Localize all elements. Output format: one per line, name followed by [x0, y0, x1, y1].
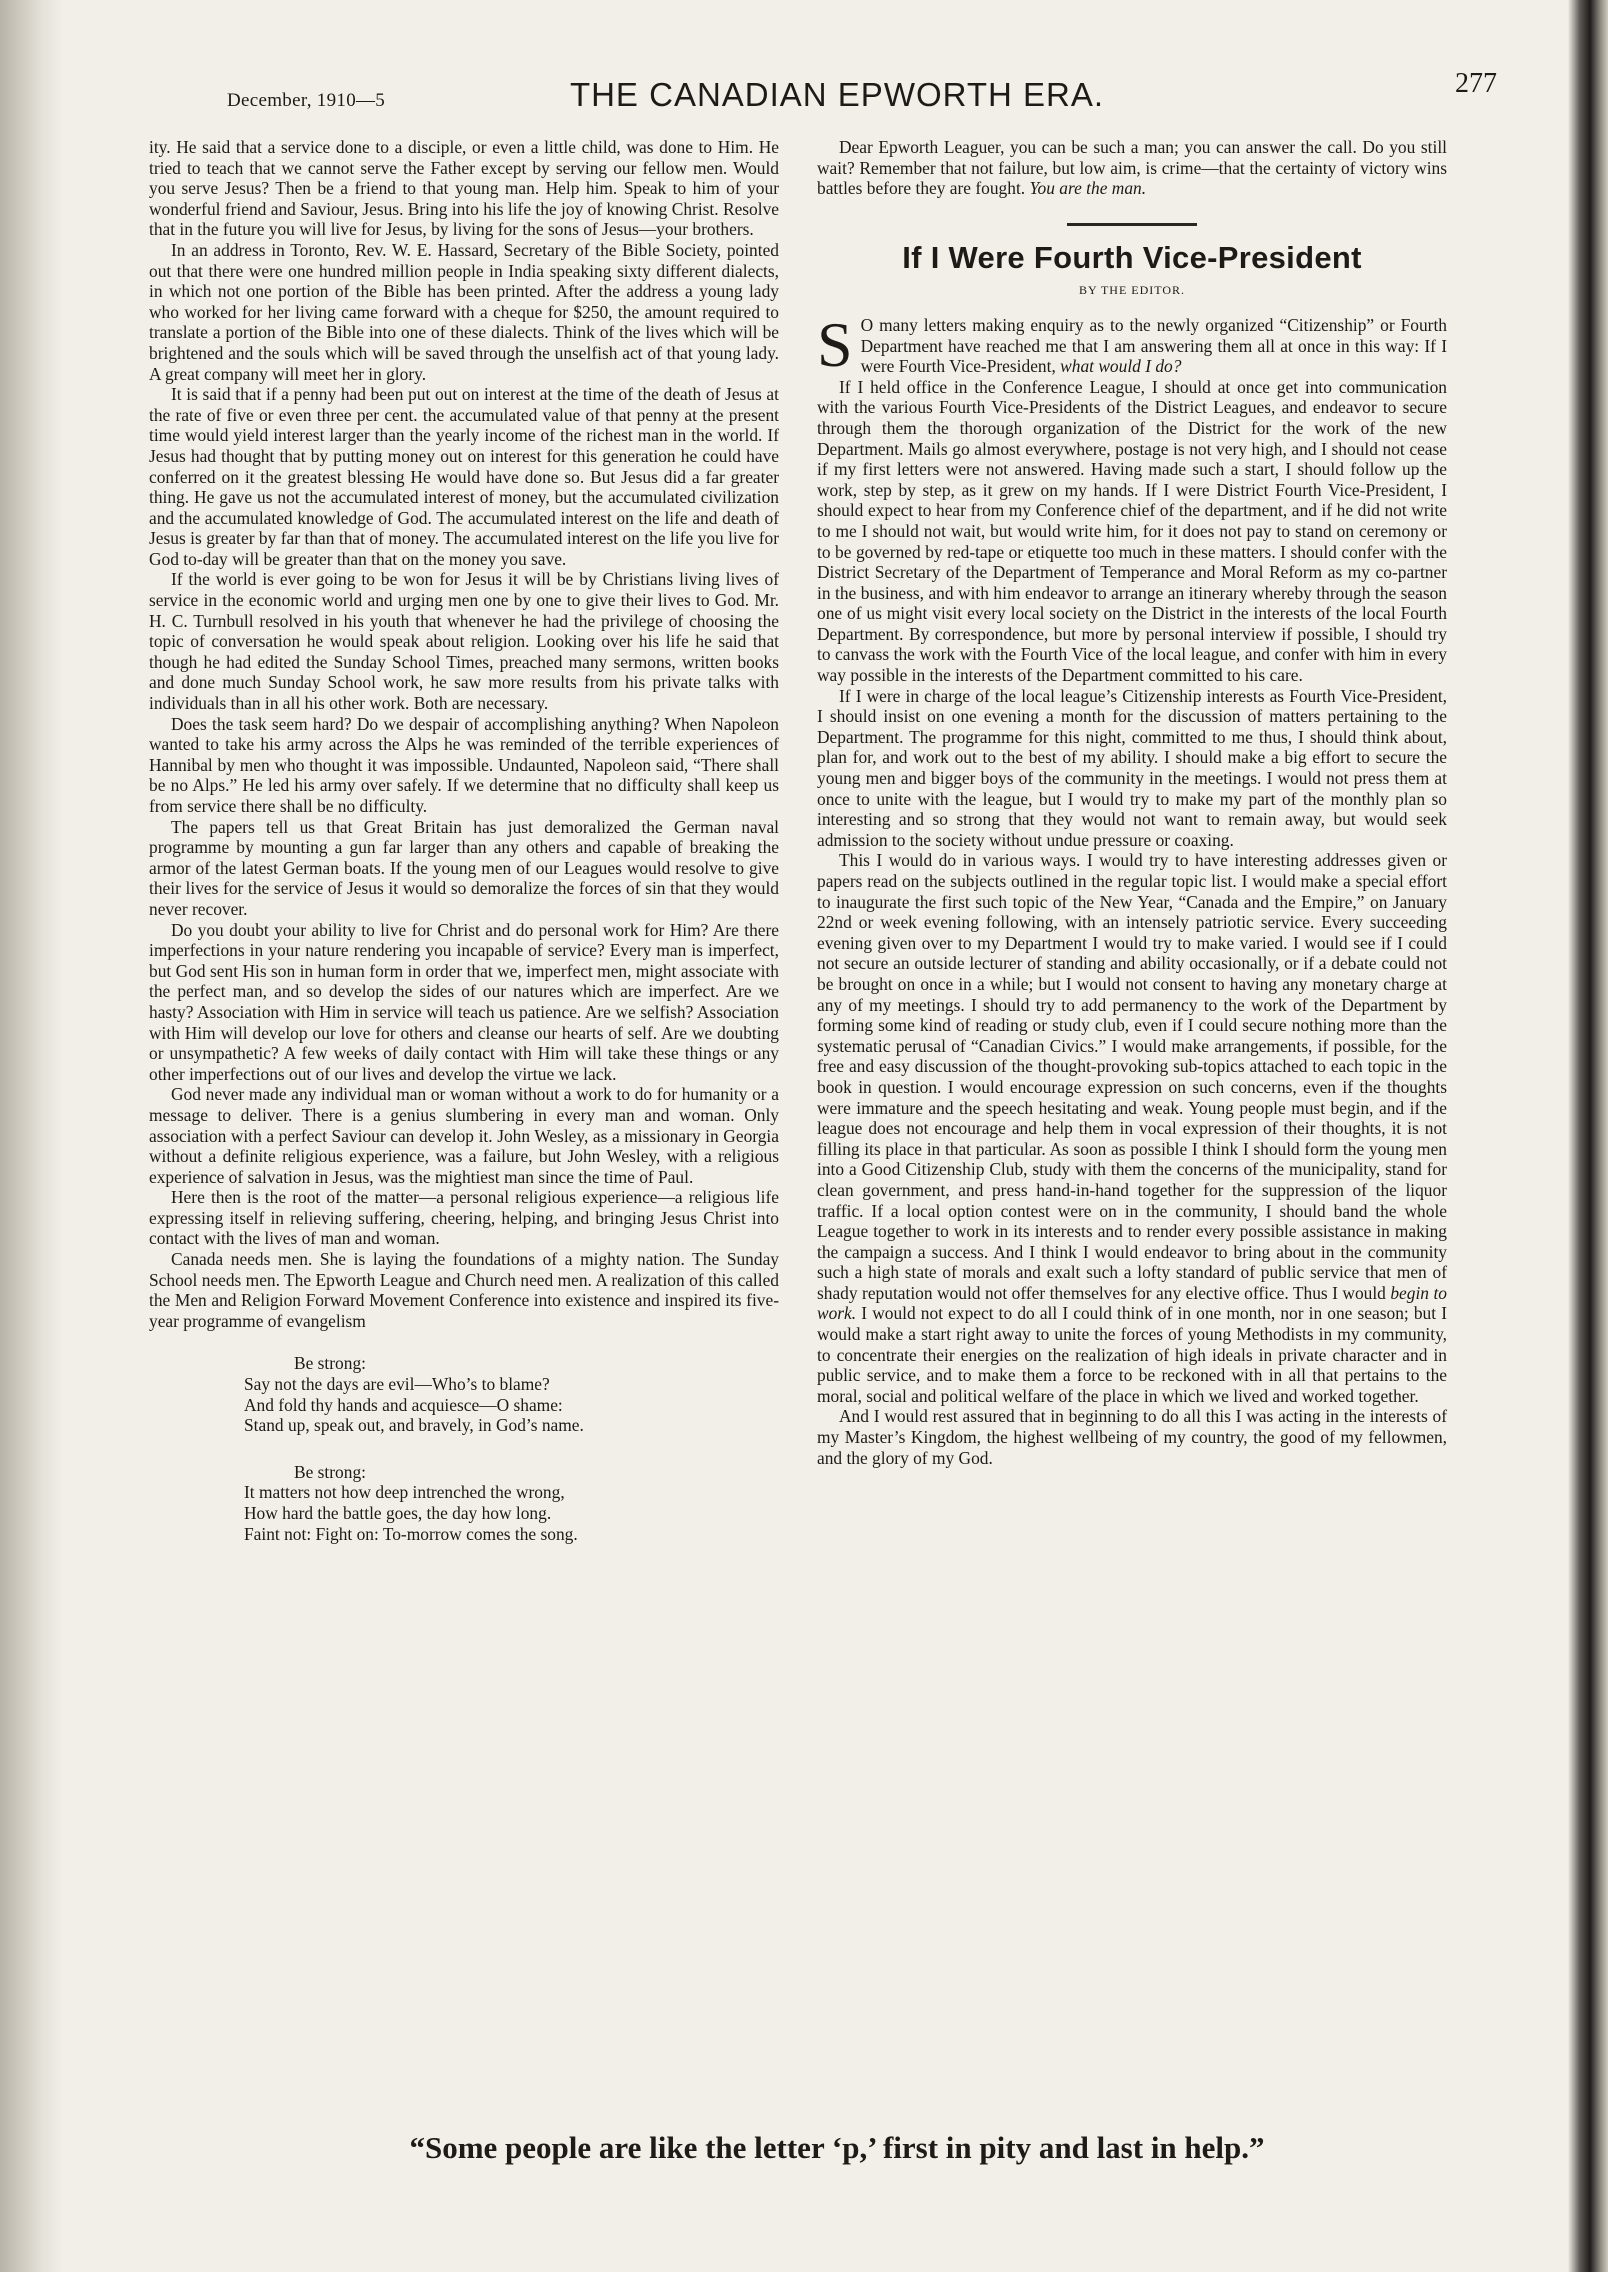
paragraph-text: This I would do in various ways. I would try to have interesting addresses given or papers read on the subjects outlined in the regular topic list. I would make a special effort to inaugurate the first such topic of the New Year, “Canada and the Empire,” on January 22nd or week evening following, with an intensely patriotic service. Every succeeding evening given over to my Department I would try to make varied. I would see if I could not secure an outside lecturer of standing and ability occasionally, or if a debate could not be brought on once in a while; but I would not consent to having any monetary charge at any of my meetings. I should try to add permanency to the work of the Department by forming some kind of reading or study club, even if I could secure nothing more than the systematic perusal of “Canadian Civics.” I would make arrangements, if possible, for the free and easy discussion of the thought-provoking sub-topics attached to each topic in the book in question. I would encourage expression on such concerns, even if the thoughts were immature and the speech hesitating and weak. Young people must begin, and if the league does not encourage and help them in vocal expression of their thoughts, it is not filling its place in that particular. As soon as possible I think I should form the young men into a Good Citizenship Club, study with them the concerns of the municipality, stand for clean government, and press hand-in-hand together for the suppression of the liquor traffic. If a local option contest were on in the community, I should band the whole League together to work in its interests and to render every possible assistance in making the campaign a success. And I think I would endeavor to bring about in the community such a high state of morals and exalt such a lofty standard of public service that men of shady reputation would not offer themselves for any elective office. Thus I would — [817, 850, 1447, 1303]
closing-paragraph: And I would rest assured that in beginning to do all this I was acting in the interests of my Master’s Kingdom, the highest wellbeing of my country, the good of my fellowmen, and the glory of my God. — [817, 1406, 1447, 1468]
paragraph: It is said that if a penny had been put out on interest at the time of the death of Jesus at the rate of five or even three per cent. the accumulated value of that penny at the present time would yield interest larger than the yearly income of the richest man in the world. If Jesus had thought that by putting money out on interest for this generation he could have conferred on it the greatest blessing He would have done so. But Jesus did a far greater thing. He gave us not the accumulated interest of money, but the accumulated civilization and the accumulated knowledge of God. The accumulated interest on the life and death of Jesus is greater by far than that of money. The accumulated interest on the life you live for God to-day will be greater than that on the money you save. — [149, 384, 779, 569]
paragraph: Canada needs men. She is laying the foundations of a mighty nation. The Sunday School needs men. The Epworth League and Church need men. A realization of this called the Men and Religion Forward Movement Conference into existence and inspired its five-year programme of evangelism — [149, 1249, 779, 1331]
right-column — [817, 137, 1447, 1468]
intro-text: Dear Epworth Leaguer, you can be such a man; you can answer the call. Do you still wait? Remember that not failure, but low aim, is crime—that the certainty of victory wins battles before they are fought. — [817, 137, 1447, 199]
intro-paragraph — [817, 137, 1447, 199]
first-paragraph-text: O many letters making enquiry as to the newly organized “Citizenship” or Fourth Department have reached me that I am answering them all at once in this way: If I were Fourth Vice-President, — [860, 314, 1447, 377]
poem-line: It matters not how deep intrenched the wrong, — [244, 1482, 565, 1503]
paragraph: God never made any individual man or woman without a work to do for humanity or a message to deliver. There is a genius slumbering in every man and woman. Only association with a perfect Saviour can develop it. John Wesley, as a missionary in Georgia without a definite religious experience, was a failure, but John Wesley, with a religious experience of salvation in Jesus, was the mightiest man since the time of Paul. — [149, 1084, 779, 1187]
article-title: If I Were Fourth Vice-President — [902, 239, 1362, 275]
poem-stanza-heading: Be strong: — [294, 1461, 366, 1482]
paragraph: If I held office in the Conference League, I should at once get into communication with the various Fourth Vice-Presidents of the District Leagues, and endeavor to secure through them the thorough organization of the District for the work of the new Department. Mails go almost everywhere, postage is not very high, and I should not cease if my first letters were not answered. Having made such a start, I should follow up the work, step by step, as it grew on my hands. If I were District Fourth Vice-President, I should expect to hear from my Conference chief of the department, and if he did not write to me I should not wait, but would write him, for it does not pay to stand on ceremony or to be governed by red-tape or etiquette too much in these matters. I should confer with the District Secretary of the Department of Temperance and Moral Reform as my co-partner in the business, and with him endeavor to arrange an itinerary whereby through the season one of us might visit every local society on the District in the interests of the local Fourth Department. By correspondence, but more by personal interview if possible, I should try to canvass the work with the Fourth Vice of the local league, and confer with him in every way possible in the interests of the Department committed to his care. — [817, 376, 1447, 686]
poem-line: Faint not: Fight on: To-morrow comes the song. — [244, 1523, 578, 1544]
poem-line: Stand up, speak out, and bravely, in God’s name. — [244, 1415, 584, 1436]
intro-emphasis: You are the man. — [1029, 178, 1147, 199]
section-divider — [1067, 223, 1197, 226]
poem-line: Say not the days are evil—Who’s to blame? — [244, 1374, 550, 1395]
paragraph: In an address in Toronto, Rev. W. E. Hassard, Secretary of the Bible Society, pointed out that there were one hundred million people in India speaking sixty different dialects, in which not one portion of the Bible has been printed. After the address a young lady who worked for her living came forward with a cheque for $250, the amount required to translate a portion of the Bible into one of these dialects. Think of the lives which will be brightened and the souls which will be saved through the unselfish act of that young lady. A great company will meet her in glory. — [149, 239, 779, 384]
paragraph-text: I would not expect to do all I could think of in one month, nor in one season; but I would make a start right away to unite the forces of young Methodists in my community, to concentrate their energies on the realization of high ideals in private character and in public service, and to make them a force to be reckoned with in all that pertains to the moral, social and political welfare of the place in which we lived and worked together. — [817, 1303, 1447, 1406]
issue-date: December, 1910—5 — [227, 90, 386, 111]
poem — [244, 1353, 779, 1544]
poem-stanza — [244, 1353, 779, 1435]
page-header — [167, 60, 1507, 120]
paragraph: If I were in charge of the local league’s Citizenship interests as Fourth Vice-President, I should insist on one evening a month for the discussion of matters pertaining to the Department. The programme for this night, committed to me thus, I should think about, plan for, and work out to the best of my ability. I should make a big effort to secure the young men and bigger boys of the community in the meetings. I would not press them at once to unite with the league, but I would try to make my part of the monthly plan so interesting and so strong that they would not want to remain away, but would seek admission to the society without undue pressure or coaxing. — [817, 685, 1447, 850]
paragraph: Do you doubt your ability to live for Christ and do personal work for Him? Are there imperfections in your nature rendering you incapable of service? Every man is imperfect, but God sent His son in human form in order that we, imperfect men, might associate with the perfect man, and so develop the sides of our natures which are imperfect. Are we hasty? Association with Him in service will teach us patience. Are we selfish? Association with Him will develop our love for others and cleanse our hearts of self. Are we doubting or unsympathetic? A few weeks of daily contact with Him will take these things or any other imperfections out of our lives and develop the virtue we lack. — [149, 919, 779, 1084]
article-byline: BY THE EDITOR. — [1078, 283, 1186, 298]
poem-stanza-heading: Be strong: — [294, 1353, 366, 1374]
poem-stanza — [244, 1462, 779, 1544]
magazine-page — [62, 0, 1568, 2272]
paragraph: Does the task seem hard? Do we despair of accomplishing anything? When Napoleon wanted to take his army across the Alps he was reminded of the terrible experiences of Hannibal by men who thought it was impossible. Undaunted, Napoleon said, “There shall be no Alps.” He led his army over safely. If we determine that no difficulty shall keep us from service there shall be no difficulty. — [149, 713, 779, 816]
publication-title: THE CANADIAN EPWORTH ERA. — [569, 76, 1105, 113]
page-edge-shadow — [1568, 0, 1608, 2272]
left-column — [149, 137, 779, 1570]
page-binding-shadow — [0, 0, 62, 2272]
drop-cap: S — [817, 308, 853, 380]
page-number: 277 — [1455, 68, 1497, 99]
begin-emphasis: begin to work. — [817, 1282, 1447, 1324]
first-paragraph — [817, 308, 1447, 380]
first-paragraph-emphasis: what would I do? — [1060, 356, 1182, 377]
poem-line: How hard the battle goes, the day how long. — [244, 1503, 552, 1523]
footer-quote: “Some people are like the letter ‘p,’ first in pity and last in help.” — [409, 2130, 1265, 2165]
paragraph: ity. He said that a service done to a disciple, or even a little child, was done to Him. He tried to teach that we cannot serve the Father except by serving our fellow men. Would you serve Jesus? Then be a friend to that young man. Help him. Speak to him of your wonderful friend and Saviour, Jesus. Bring into his life the joy of knowing Christ. Resolve that in the future you will live for Jesus, by living for the sons of Jesus—your brothers. — [149, 137, 779, 240]
paragraph: Here then is the root of the matter—a personal religious experience—a religious life expressing itself in relieving suffering, cheering, helping, and bringing Jesus Christ into contact with the lives of man and woman. — [149, 1187, 779, 1249]
paragraph — [817, 850, 1447, 1406]
poem-line: And fold thy hands and acquiesce—O shame: — [244, 1394, 563, 1415]
paragraph: The papers tell us that Great Britain has just demoralized the German naval programme by mounting a gun far larger than any others and capable of breaking the armor of the latest German boats. If the young men of our Leagues would resolve to give their lives for the service of Jesus it would so demoralize the forces of sin that they would never recover. — [149, 816, 779, 919]
paragraph: If the world is ever going to be won for Jesus it will be by Christians living lives of service in the economic world and urging men one by one to give their lives to God. Mr. H. C. Turnbull resolved in his youth that whenever he had the privilege of choosing the topic of conversation he would speak about religion. Looking over his life he said that though he had edited the Sunday School Times, preached many sermons, written books and done much Sunday School work, he saw more results from his private talks with individuals than in all his other work. Both are necessary. — [149, 569, 779, 714]
